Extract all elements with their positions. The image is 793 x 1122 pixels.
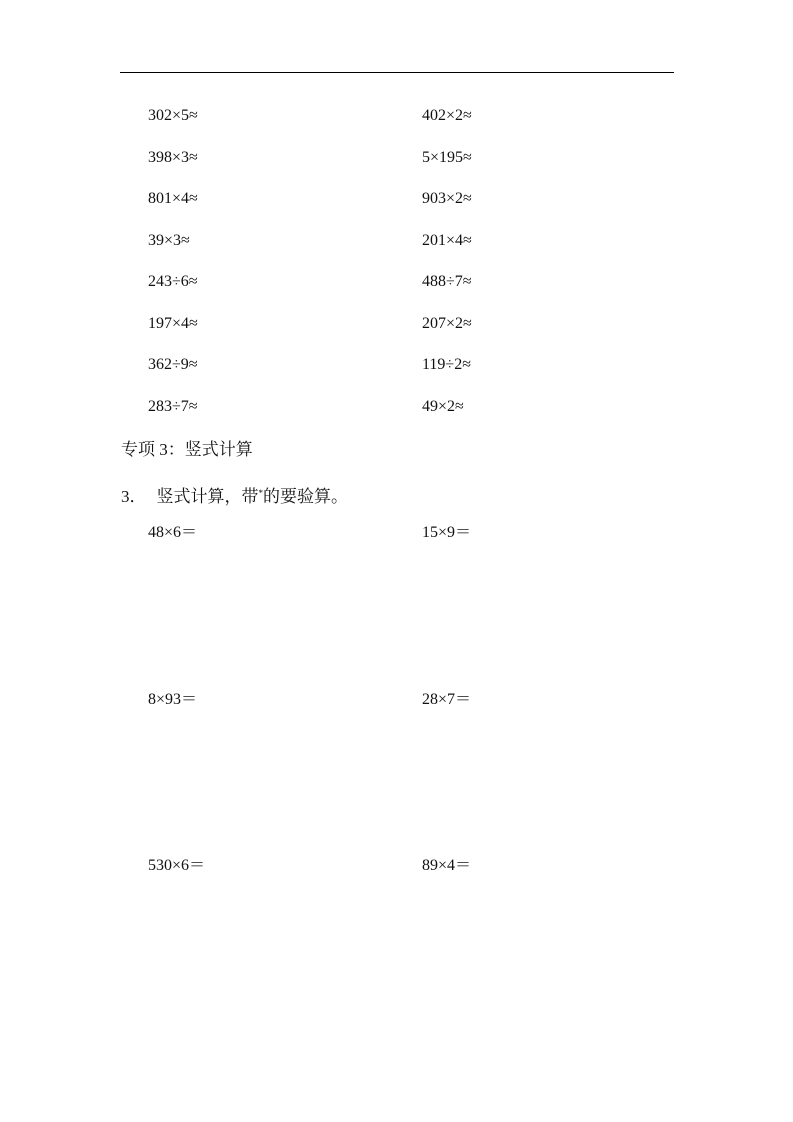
vertical-problem: 28×7＝	[422, 690, 472, 708]
estimation-problem: 207×2≈	[422, 314, 472, 332]
question-prompt	[121, 481, 348, 509]
estimation-problem: 119÷2≈	[422, 356, 471, 373]
vertical-problem: 89×4＝	[422, 857, 472, 874]
estimation-problem: 197×4≈	[148, 314, 198, 332]
estimation-problems	[148, 104, 668, 436]
question-text-after: 的要验算。	[263, 487, 348, 506]
estimation-problem: 283÷7≈	[148, 397, 198, 415]
estimation-problem: 398×3≈	[148, 148, 198, 166]
estimation-problem: 801×4≈	[148, 190, 198, 207]
estimation-problem: 5×195≈	[422, 148, 472, 166]
question-text-before: 竖式计算，带	[156, 487, 259, 506]
estimation-problem: 903×2≈	[422, 190, 472, 207]
header-rule	[120, 72, 674, 73]
vertical-problem: 8×93＝	[148, 690, 198, 708]
vertical-problem: 15×9＝	[422, 524, 472, 541]
estimation-problem: 39×3≈	[148, 231, 190, 249]
estimation-problem: 243÷6≈	[148, 273, 198, 290]
section-heading: 专项 3：竖式计算	[121, 440, 253, 459]
vertical-problem: 48×6＝	[148, 524, 198, 541]
estimation-problem: 362÷9≈	[148, 356, 198, 373]
asterisk-marker: *	[258, 488, 263, 498]
estimation-problem: 49×2≈	[422, 397, 464, 415]
estimation-problem: 201×4≈	[422, 231, 472, 249]
question-number: 3．	[121, 487, 147, 506]
estimation-problem: 302×5≈	[148, 107, 198, 124]
vertical-calculation-problems	[148, 521, 668, 1021]
estimation-problem: 402×2≈	[422, 107, 472, 124]
vertical-problem: 530×6＝	[148, 857, 206, 874]
estimation-problem: 488÷7≈	[422, 273, 472, 290]
